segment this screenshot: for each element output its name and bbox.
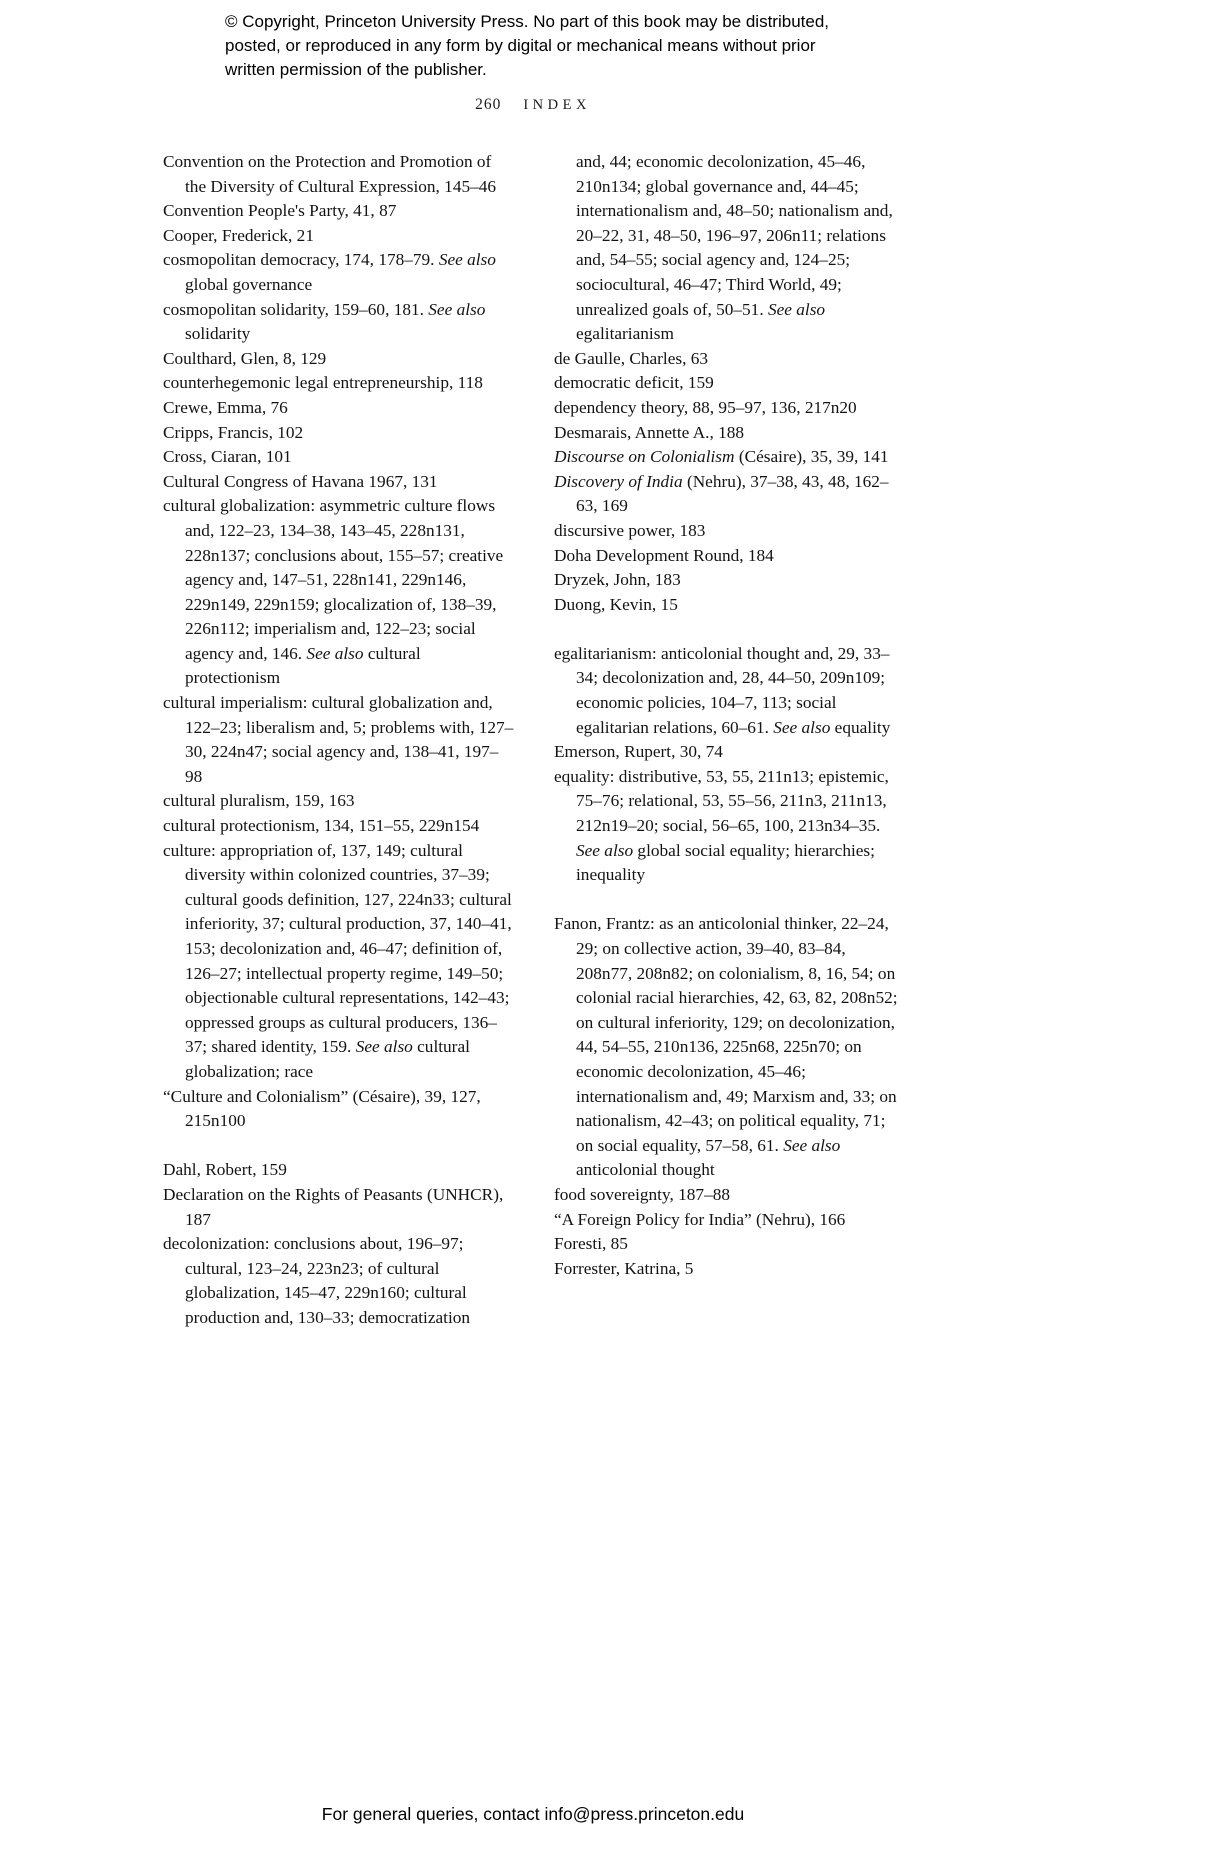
index-entry: equality: distributive, 53, 55, 211n13; epistemic, 75–76; relational, 53, 55–56, 211n3, 211n13, 212n19–20; social, 56–65, 100, 213n34–35. See also global social equality; hierarchies; inequality xyxy=(554,766,889,885)
index-entry: cosmopolitan solidarity, 159–60, 181. See also solidarity xyxy=(163,299,486,344)
index-entry: Cross, Ciaran, 101 xyxy=(163,447,292,467)
index-entry: Emerson, Rupert, 30, 74 xyxy=(554,742,723,762)
index-entry: Dryzek, John, 183 xyxy=(554,570,681,590)
index-entry: democratic deficit, 159 xyxy=(554,373,714,393)
index-entry: Discovery of India (Nehru), 37–38, 43, 48, 162–63, 169 xyxy=(554,471,889,516)
page-number: 260 xyxy=(475,96,502,113)
index-entry: Desmarais, Annette A., 188 xyxy=(554,422,745,442)
index-entry: food sovereignty, 187–88 xyxy=(554,1184,730,1204)
index-entry: cultural pluralism, 159, 163 xyxy=(163,791,355,811)
index-entry: and, 44; economic decolonization, 45–46, 210n134; global governance and, 44–45; internationalism and, 48–50; nationalism and, 20–22, 31, 48–50, 196–97, 206n11; relations and, 54–55; social agency and, 124–25; sociocultural, 46–47; Third World, 49; unrealized goals of, 50–51. See also egalitarianism xyxy=(576,152,893,344)
index-entry: culture: appropriation of, 137, 149; cultural diversity within colonized countries, 37–39; cultural goods definition, 127, 224n33; cultural inferiority, 37; cultural production, 37, 140–41, 153; decolonization and, 46–47; definition of, 126–27; intellectual property regime, 149–50; objectionable cultural representations, 142–43; oppressed groups as cultural producers, 136–37; shared identity, 159. See also cultural globalization; race xyxy=(163,840,512,1081)
copyright-notice: © Copyright, Princeton University Press. No part of this book may be distributed, posted, or reproduced in any form by digital or mechanical means without prior written permission of the publisher. xyxy=(225,12,830,79)
index-entry: Fanon, Frantz: as an anticolonial thinker, 22–24, 29; on collective action, 39–40, 83–84, 208n77, 208n82; on colonialism, 8, 16, 54; on colonial racial hierarchies, 42, 63, 82, 208n52; on cultural inferiority, 129; on decolonization, 44, 54–55, 210n136, 225n68, 225n70; on economic decolonization, 45–46; internationalism and, 49; Marxism and, 33; on nationalism, 42–43; on political equality, 71; on social equality, 57–58, 61. See also anticolonial thought xyxy=(554,914,898,1180)
index-entry: Discourse on Colonialism (Césaire), 35, 39, 141 xyxy=(554,447,889,467)
index-entry: cosmopolitan democracy, 174, 178–79. See also global governance xyxy=(163,250,496,294)
index-entry: Crewe, Emma, 76 xyxy=(163,397,288,417)
footer-text: For general queries, contact info@press.princeton.edu xyxy=(321,1804,745,1824)
index-entry: Dahl, Robert, 159 xyxy=(163,1160,287,1180)
index-columns xyxy=(163,150,905,1331)
index-entry: Cultural Congress of Havana 1967, 131 xyxy=(163,471,438,491)
index-entry: decolonization: conclusions about, 196–97; cultural, 123–24, 223n23; of cultural globalization, 145–47, 229n160; cultural production and, 130–33; democratization xyxy=(163,1234,471,1327)
index-entry: Doha Development Round, 184 xyxy=(554,545,774,565)
index-entry: Cooper, Frederick, 21 xyxy=(163,225,314,245)
index-entry: Convention on the Protection and Promotion of the Diversity of Cultural Expression, 145–46 xyxy=(163,152,497,196)
index-entry: Forrester, Katrina, 5 xyxy=(554,1258,694,1278)
index-entry: Duong, Kevin, 15 xyxy=(554,594,678,614)
index-entry: Foresti, 85 xyxy=(554,1234,628,1254)
index-entry: cultural protectionism, 134, 151–55, 229n154 xyxy=(163,816,480,836)
index-entry: Coulthard, Glen, 8, 129 xyxy=(163,348,327,368)
index-entry: Convention People's Party, 41, 87 xyxy=(163,201,397,221)
index-entry: Cripps, Francis, 102 xyxy=(163,422,304,442)
index-column-right xyxy=(554,150,905,1331)
index-entry: Declaration on the Rights of Peasants (UNHCR), 187 xyxy=(163,1184,504,1229)
index-entry: discursive power, 183 xyxy=(554,520,706,540)
index-entry: de Gaulle, Charles, 63 xyxy=(554,348,709,368)
index-entry: counterhegemonic legal entrepreneurship, 118 xyxy=(163,373,483,393)
index-entry: dependency theory, 88, 95–97, 136, 217n20 xyxy=(554,397,857,417)
index-entry: cultural imperialism: cultural globalization and, 122–23; liberalism and, 5; problems with, 127–30, 224n47; social agency and, 138–41, 197–98 xyxy=(163,693,514,786)
index-entry: cultural globalization: asymmetric culture flows and, 122–23, 134–38, 143–45, 228n131, 228n137; conclusions about, 155–57; creative agency and, 147–51, 228n141, 229n146, 229n149, 229n159; glocalization of, 138–39, 226n112; imperialism and, 122–23; social agency and, 146. See also cultural protectionism xyxy=(163,496,504,688)
index-entry: “A Foreign Policy for India” (Nehru), 166 xyxy=(554,1209,846,1229)
page-header xyxy=(163,96,903,114)
index-entry: egalitarianism: anticolonial thought and, 29, 33–34; decolonization and, 28, 44–50, 209n109; economic policies, 104–7, 113; social egalitarian relations, 60–61. See also equality xyxy=(554,643,891,737)
index-title: INDEX xyxy=(523,97,591,113)
index-column-left xyxy=(163,150,514,1331)
index-entry: “Culture and Colonialism” (Césaire), 39, 127, 215n100 xyxy=(163,1086,481,1131)
